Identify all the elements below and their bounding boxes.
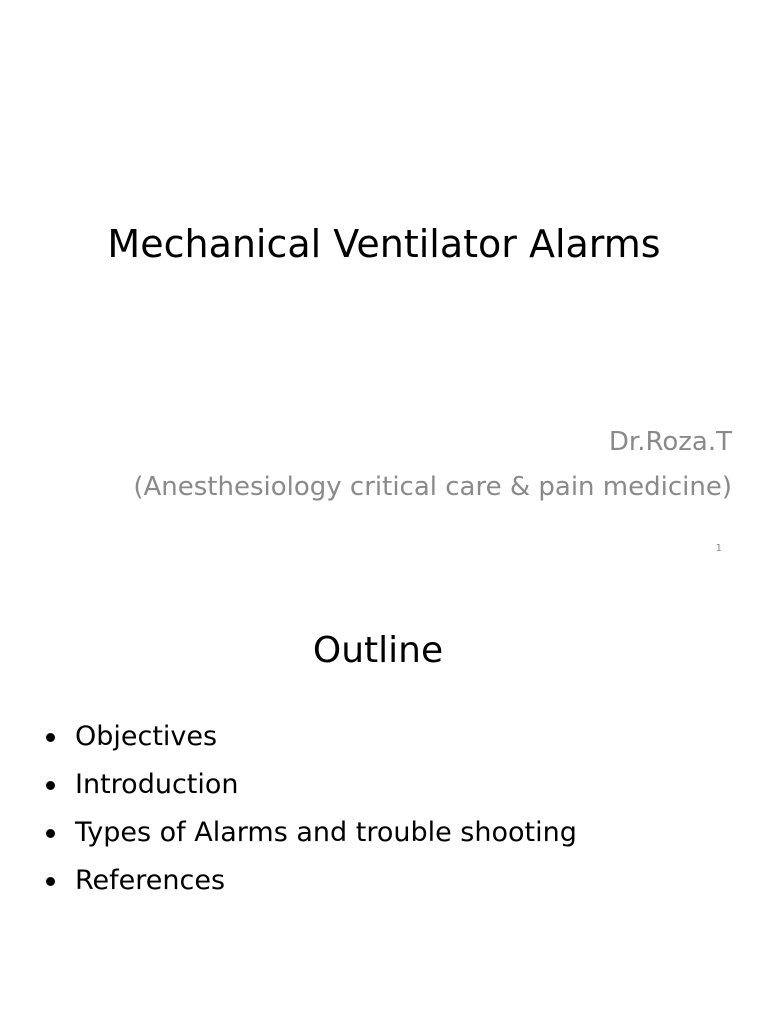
outline-list bbox=[42, 713, 577, 905]
list-item-label: Introduction bbox=[75, 769, 239, 800]
author-name: Dr.Roza.T bbox=[608, 427, 732, 457]
list-item bbox=[42, 713, 577, 761]
bullet-icon bbox=[46, 733, 55, 742]
outline-title: Outline bbox=[312, 630, 444, 671]
bullet-icon bbox=[46, 829, 55, 838]
bullet-icon bbox=[46, 877, 55, 886]
list-item-label: Types of Alarms and trouble shooting bbox=[75, 817, 577, 848]
list-item bbox=[42, 761, 577, 809]
slide-title: Mechanical Ventilator Alarms bbox=[107, 222, 661, 266]
list-item bbox=[42, 857, 577, 905]
author-affiliation: (Anesthesiology critical care & pain medicine) bbox=[133, 472, 732, 502]
list-item-label: Objectives bbox=[75, 721, 218, 752]
list-item bbox=[42, 809, 577, 857]
page-number: 1 bbox=[715, 543, 722, 554]
bullet-icon bbox=[46, 781, 55, 790]
outline-slide bbox=[0, 576, 768, 1024]
list-item-label: References bbox=[75, 865, 226, 896]
